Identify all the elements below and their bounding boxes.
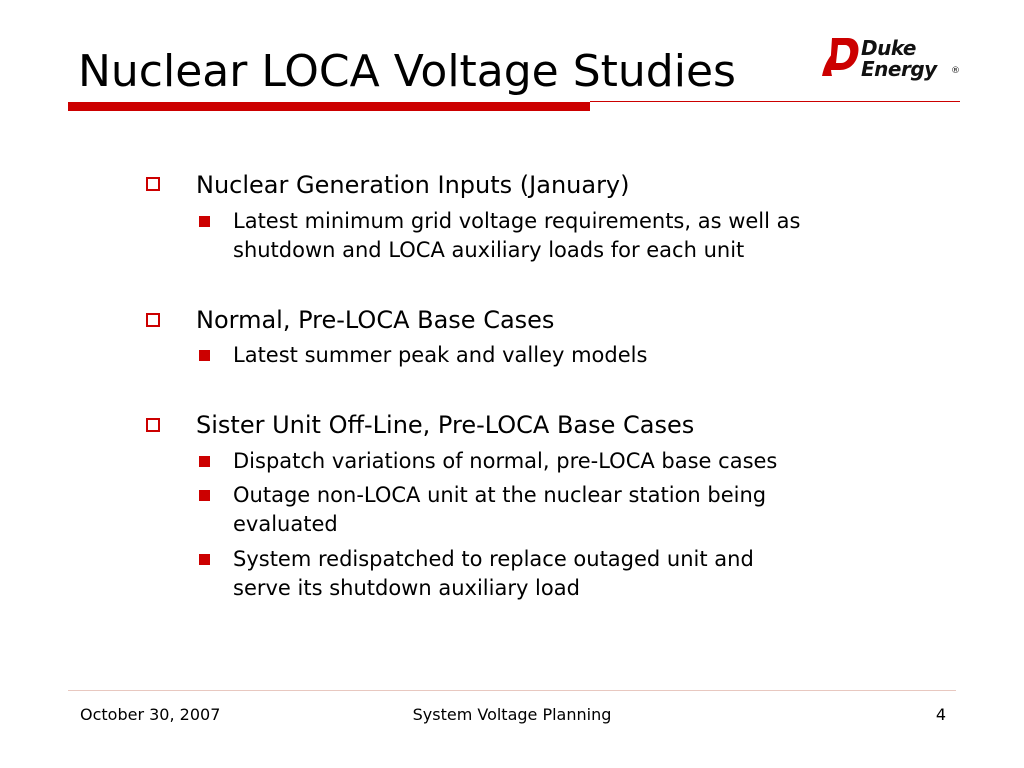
logo-wordmark xyxy=(861,38,937,80)
list-item xyxy=(233,545,913,603)
duke-energy-flame-icon xyxy=(818,36,860,80)
list-item-line: Latest summer peak and valley models xyxy=(233,343,648,367)
list-item-line: serve its shutdown auxiliary load xyxy=(233,576,580,600)
slide-title: Nuclear LOCA Voltage Studies xyxy=(78,46,736,97)
filled-square-bullet-icon xyxy=(199,216,210,227)
footer-date: October 30, 2007 xyxy=(80,705,221,724)
hollow-square-bullet-icon xyxy=(146,177,160,191)
filled-square-bullet-icon xyxy=(199,554,210,565)
section-heading: Sister Unit Off-Line, Pre-LOCA Base Cases xyxy=(196,411,695,439)
title-underline-rule xyxy=(590,101,960,102)
section-heading: Nuclear Generation Inputs (January) xyxy=(196,171,630,199)
list-item xyxy=(233,447,913,476)
title-underline-accent xyxy=(68,102,590,111)
filled-square-bullet-icon xyxy=(199,490,210,501)
filled-square-bullet-icon xyxy=(199,350,210,361)
registered-mark: ® xyxy=(951,66,960,76)
duke-energy-logo xyxy=(818,36,963,82)
list-item-line: evaluated xyxy=(233,512,338,536)
list-item-line: Latest minimum grid voltage requirements, as well as xyxy=(233,209,801,233)
list-item xyxy=(233,341,913,370)
logo-line-2: Energy xyxy=(861,57,937,81)
hollow-square-bullet-icon xyxy=(146,313,160,327)
filled-square-bullet-icon xyxy=(199,456,210,467)
list-item xyxy=(233,481,913,539)
list-item-line: shutdown and LOCA auxiliary loads for each unit xyxy=(233,238,745,262)
list-item-line: System redispatched to replace outaged unit and xyxy=(233,547,754,571)
hollow-square-bullet-icon xyxy=(146,418,160,432)
section-heading: Normal, Pre-LOCA Base Cases xyxy=(196,306,555,334)
footer-title: System Voltage Planning xyxy=(412,705,612,724)
list-item xyxy=(233,207,913,265)
list-item-line: Outage non-LOCA unit at the nuclear station being xyxy=(233,483,767,507)
footer-rule xyxy=(68,690,956,691)
list-item-line: Dispatch variations of normal, pre-LOCA base cases xyxy=(233,449,778,473)
logo-line-1: Duke xyxy=(861,36,916,60)
page-number: 4 xyxy=(935,705,946,724)
